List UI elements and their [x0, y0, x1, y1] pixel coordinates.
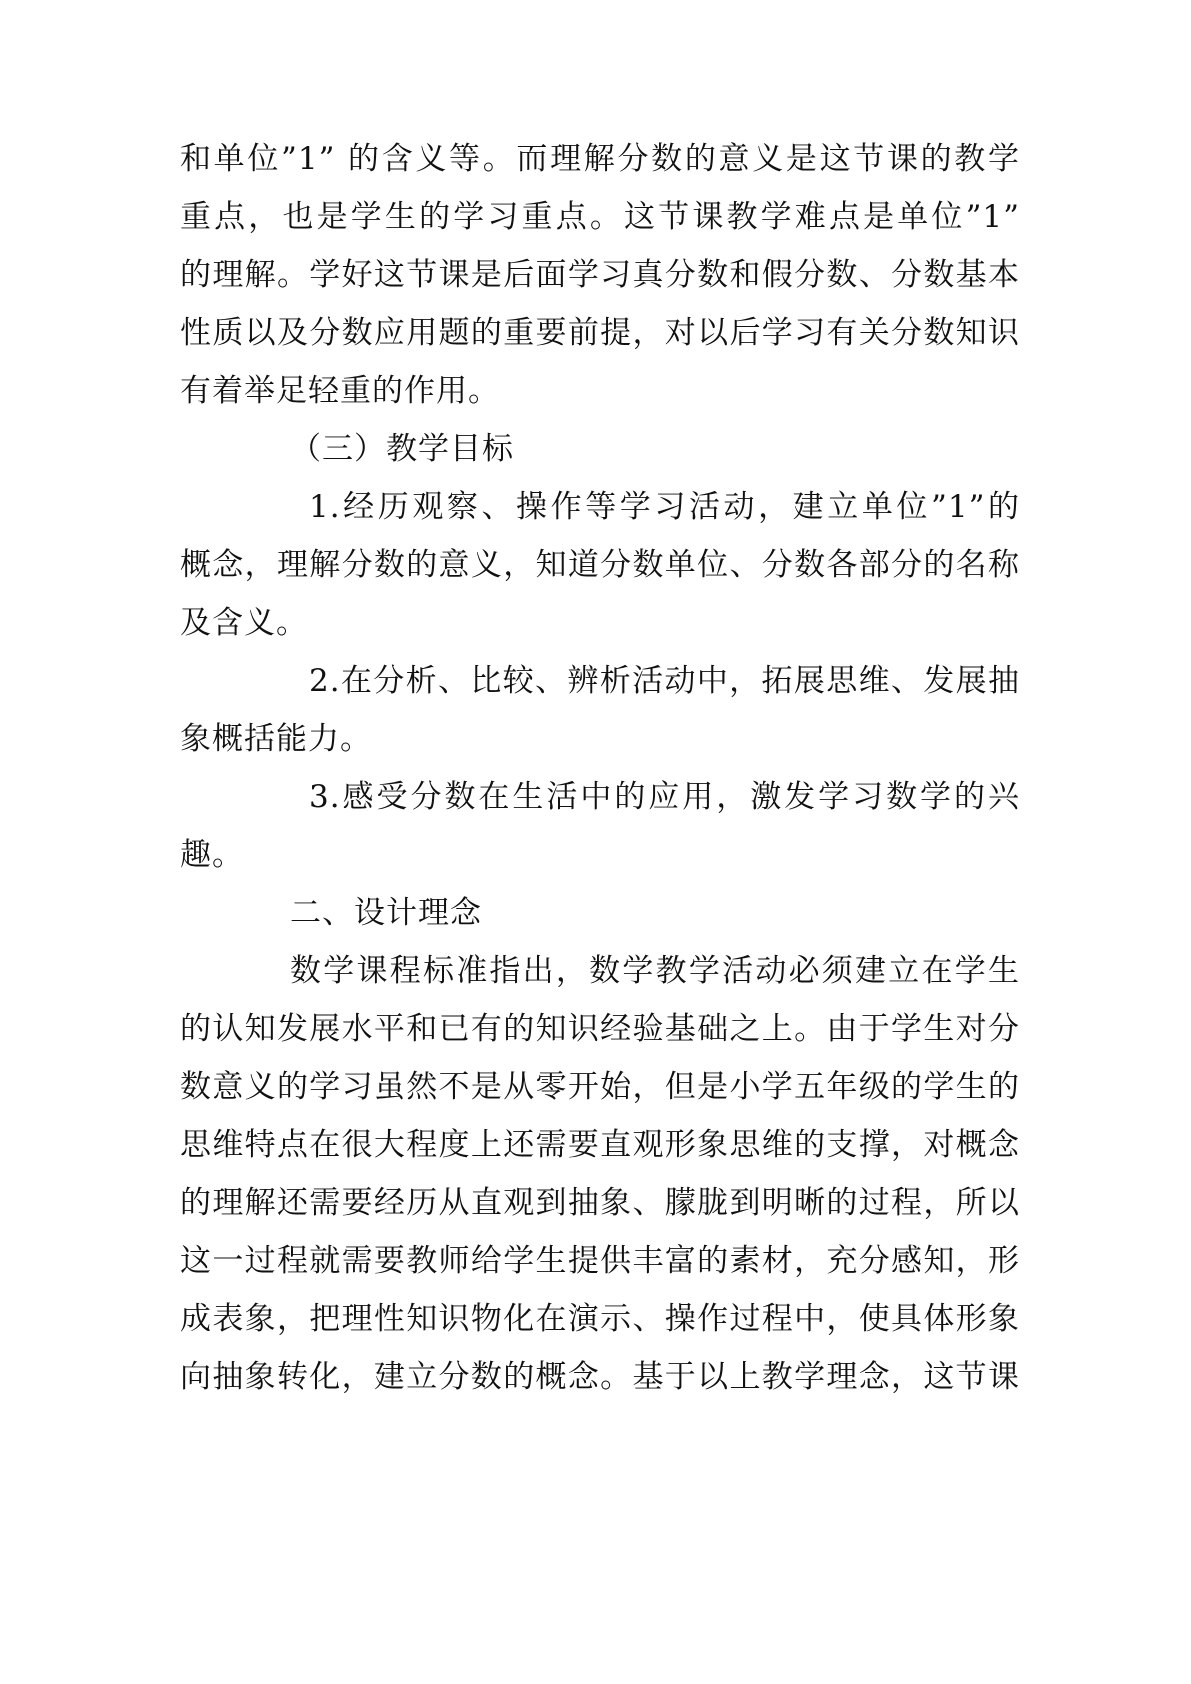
text-line: 和单位”1” 的含义等。而理解分数的意义是这节课的教学: [180, 141, 1020, 177]
text-line: 重点，也是学生的学习重点。这节课教学难点是单位”1”: [180, 199, 1020, 235]
text-line: 的认知发展水平和已有的知识经验基础之上。由于学生对分: [180, 1011, 1020, 1047]
text-line: 性质以及分数应用题的重要前提，对以后学习有关分数知识: [180, 315, 1020, 351]
text-line: 2.在分析、比较、辨析活动中，拓展思维、发展抽: [309, 663, 1020, 699]
text-line: 数学课程标准指出，数学教学活动必须建立在学生: [290, 953, 1020, 989]
text-line: 这一过程就需要教师给学生提供丰富的素材，充分感知，形: [180, 1243, 1020, 1279]
text-line: 思维特点在很大程度上还需要直观形象思维的支撑，对概念: [180, 1127, 1020, 1163]
text-line: 向抽象转化，建立分数的概念。基于以上教学理念，这节课: [180, 1359, 1020, 1395]
text-line: 趣。: [180, 837, 244, 873]
text-line: 的理解还需要经历从直观到抽象、朦胧到明晰的过程，所以: [180, 1185, 1020, 1221]
text-line: 及含义。: [180, 605, 308, 641]
text-line: 概念，理解分数的意义，知道分数单位、分数各部分的名称: [180, 547, 1020, 583]
text-line: 1.经历观察、操作等学习活动，建立单位”1”的: [309, 489, 1020, 525]
text-line: 有着举足轻重的作用。: [180, 373, 500, 409]
text-line: 象概括能力。: [180, 721, 372, 757]
text-line: 3.感受分数在生活中的应用，激发学习数学的兴: [309, 779, 1020, 815]
section-heading: 二、设计理念: [290, 895, 482, 931]
text-line: 的理解。学好这节课是后面学习真分数和假分数、分数基本: [180, 257, 1020, 293]
text-line: 数意义的学习虽然不是从零开始，但是小学五年级的学生的: [180, 1069, 1020, 1105]
text-line: 成表象，把理性知识物化在演示、操作过程中，使具体形象: [180, 1301, 1020, 1337]
section-heading: （三）教学目标: [290, 431, 514, 467]
